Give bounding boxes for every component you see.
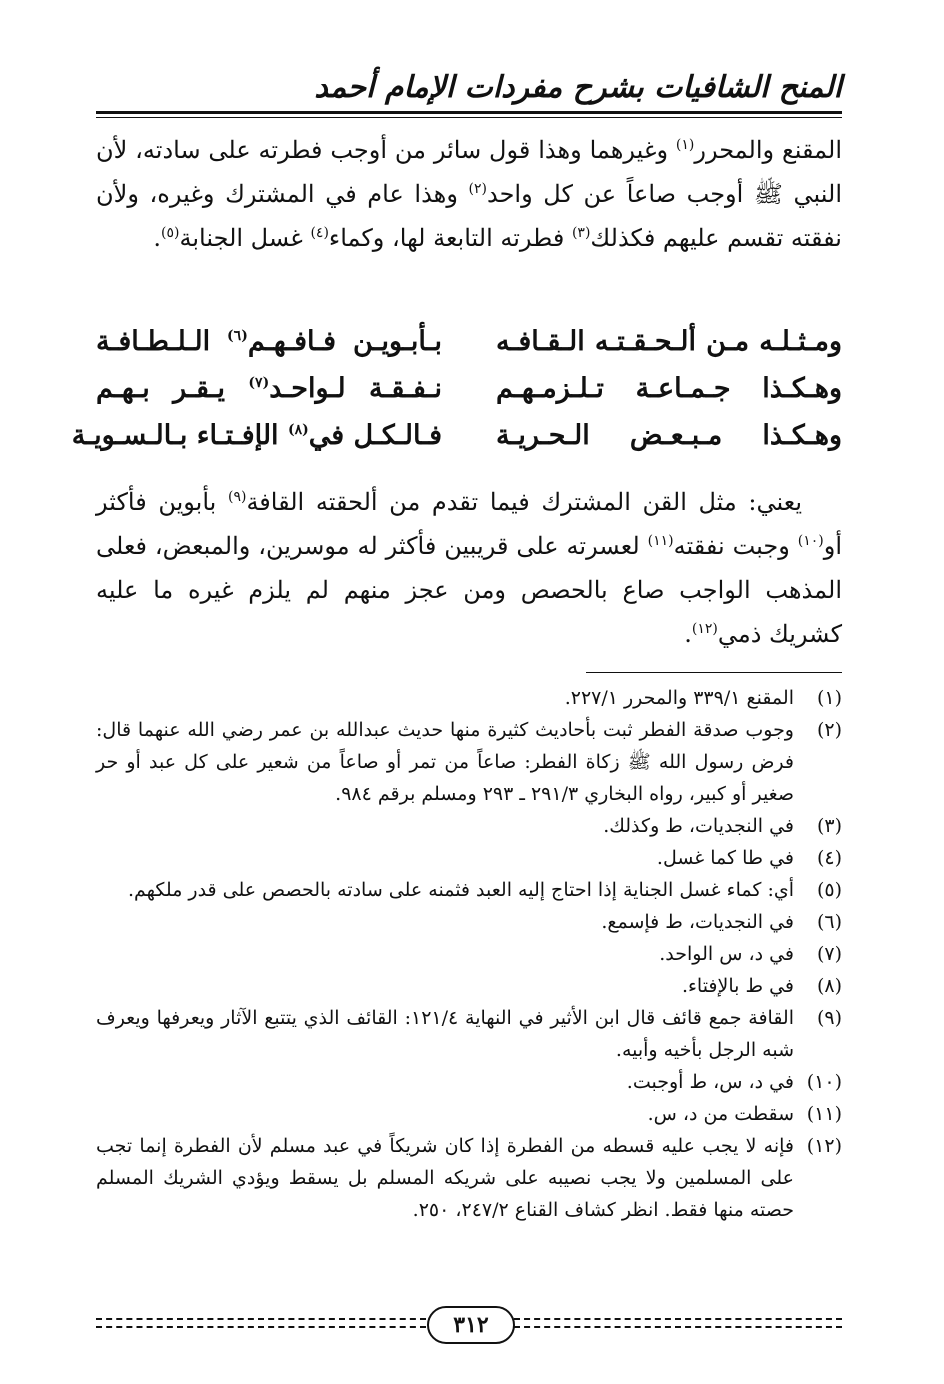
footer-dashed-rule [514,1326,842,1328]
text-run: يـقـر بـهـم [96,373,249,404]
text-run: . [153,224,161,252]
footnote-text: أي: كماء غسل الجناية إذا احتاج إليه العبد فثمنه على سادته بالحصص على قدر ملكهم. [127,879,794,901]
footnote-number: (٢) [816,719,842,741]
footnote [96,906,842,938]
explanation-paragraph [96,480,842,656]
footnote-text: في د، س، ط أوجبت. [626,1071,794,1093]
footnote [96,1002,842,1066]
running-header-title: المنح الشافيات بشرح مفردات الإمام أحمد [314,70,842,105]
text-run: غسل الجنابة [179,224,311,252]
page-footer [96,1306,842,1342]
footnote-ref-5: (٥) [161,225,180,241]
text-run: فـالـكـل في [308,420,442,451]
footnote-number: (٦) [816,911,842,933]
footnote-ref-12: (١٢) [691,621,718,637]
text-run: نـفـقـة لـواحـد [269,373,442,404]
footnote-number: (٣) [816,815,842,837]
footnote-ref-11: (١١) [647,533,674,549]
verse-row [96,365,842,412]
footnote-number: (٩) [816,1007,842,1029]
paragraph-1 [96,128,842,260]
page-number: ٣١٢ [427,1306,515,1344]
text-run: بأبوين فأكثر أو [96,488,843,560]
footnotes [96,682,842,1226]
footnote-text: في طا كما غسل. [656,847,794,869]
footer-dashed-rule [96,1326,426,1328]
footnote-ref-4: (٤) [310,225,329,241]
footnote-number: (١) [816,687,842,709]
verse-row [71,412,842,459]
poem-verses [71,318,842,459]
footnote-ref-2: (٢) [468,181,487,197]
verse-second-hemistich [71,412,442,459]
footnote [96,682,842,714]
footnote [96,810,842,842]
footnote-text: في النجديات، ط وكذلك. [603,815,794,837]
text-run: وهذا عام في المشترك وغيره، ولأن نفقته تقسم عليهم فكذلك [96,180,842,252]
text-run: . [684,620,692,648]
footnote-number: (٥) [816,879,842,901]
footnote-ref-10: (١٠) [797,533,824,549]
footnote-text: سقطت من د، س. [647,1103,794,1125]
footnote [96,714,842,810]
footer-dashed-rule [514,1318,842,1320]
header-rule-thick [96,111,842,114]
footnote-number: (١٠) [806,1071,842,1093]
text-run: وغيرهما وهذا قول سائر من أوجب فطرته على سادته، لأن النبي ﷺ أوجب صاعاً عن كل واحد [96,136,842,208]
footnote [96,1066,842,1098]
footnote [96,1098,842,1130]
footnote-number: (١٢) [806,1135,842,1157]
header-rule-thin [96,117,842,118]
text-run: فطرته التابعة لها، وكماء [328,224,572,252]
footnote-ref-7: (٧) [248,375,270,391]
text-run: الـلـطـافـة [96,326,228,357]
verse-first-hemistich: وهـكـذا جـمـاعـة تـلـزمـهـم [496,373,842,404]
footnote-text: القافة جمع قائف قال ابن الأثير في النهاية ١٢١/٤: القائف الذي يتتبع الآثار ويعرفها ويعرف شبه الرجل بأخيه وأبيه. [96,1007,794,1061]
footnote-ref-6: (٦) [227,328,248,344]
footnote-separator [586,672,842,673]
footnote [96,970,842,1002]
text-run: الإفـتـاء بـالـسـويـة [71,420,288,451]
footnote-ref-1: (١) [675,137,695,153]
verse-first-hemistich: وهـكـذا مـبـعـض الـحـريـة [496,420,842,451]
footnote-ref-3: (٣) [571,225,591,241]
footnote-text: فإنه لا يجب عليه قسطه من الفطرة إذا كان شريكاً في عبد مسلم لأن الفطرة إنما تجب على المسلمين ولا يجب نصيبه على شريكه المسلم بل يسقط ويؤدي الشريك المسلم حصته منها فقط. انظر كشاف القناع ٢٤٧/٢، ٢٥٠. [96,1135,794,1221]
footnote-number: (١١) [806,1103,842,1125]
footnote-number: (٤) [816,847,842,869]
footnote-number: (٨) [816,975,842,997]
text-run: لعسرته على قريبين فأكثر له موسرين، والمبعض، فعلى المذهب الواجب صاع بالحصص ومن عجز منهم لم يلزم غيره ما عليه كشريك ذمي [96,532,842,648]
footnote-text: وجوب صدقة الفطر ثبت بأحاديث كثيرة منها حديث عبدالله بن عمر رضي الله عنهما قال: فرض رسول الله ﷺ زكاة الفطر: صاعاً من تمر أو صاعاً من شعير على كل عبد أو حر صغير أو كبير، رواه البخاري ٢٩١/٣ ـ ٢٩٣ ومسلم برقم ٩٨٤. [96,719,794,805]
paragraph-2 [96,480,842,656]
footnote [96,874,842,906]
verse-first-hemistich: ومـثـلـه مـن ألـحـقـتـه الـقـافـه [496,326,842,357]
verse-row [96,318,842,365]
main-paragraph [96,128,842,260]
text-run: بـأبـويـن فـافـهـم [247,326,442,357]
verse-second-hemistich [96,318,442,365]
footnote-text: المقنع ٣٣٩/١ والمحرر ٢٢٧/١. [564,687,794,709]
footnote-ref-8: (٨) [287,422,309,438]
footnote-ref-9: (٩) [227,489,247,505]
text-run: وجبت نفقته [673,532,798,560]
footnote-text: في النجديات، ط فإسمع. [601,911,794,933]
text-run: يعني: مثل القن المشترك فيما تقدم من ألحقته القافة [246,488,802,516]
footnote-text: في د، س الواحد. [659,943,794,965]
footnote-number: (٧) [816,943,842,965]
footnote [96,842,842,874]
footnote [96,1130,842,1226]
footnote-text: في ط بالإفتاء. [681,975,794,997]
text-run: المقنع والمحرر [694,136,842,164]
verse-second-hemistich [96,365,442,412]
footnote [96,938,842,970]
footer-dashed-rule [96,1318,426,1320]
